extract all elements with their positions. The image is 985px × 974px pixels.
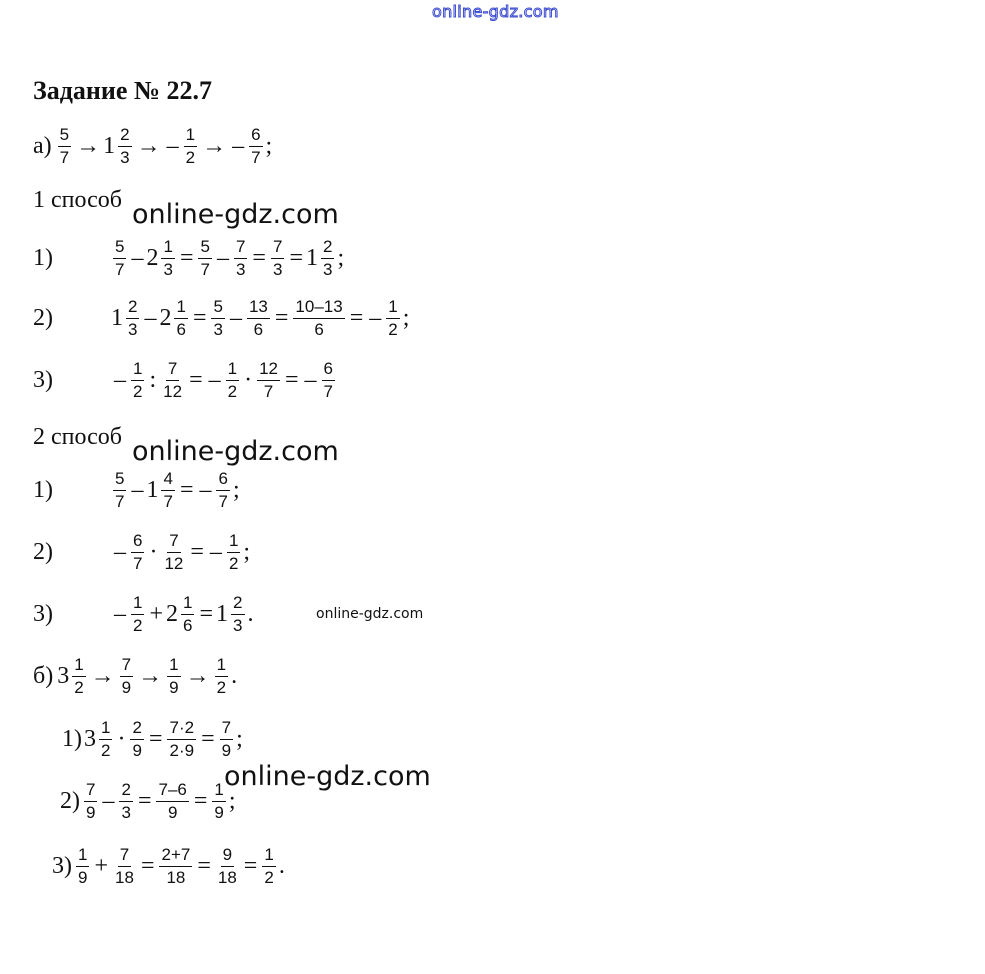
numerator: 1 [99, 719, 112, 740]
numerator: 5 [113, 470, 126, 491]
whole-part: 3 [84, 725, 96, 752]
part-b-label: б) [33, 662, 54, 689]
method-2-label: 2 способ [33, 424, 122, 450]
numerator: 6 [322, 360, 335, 381]
part-a-line [33, 126, 272, 167]
fraction [113, 470, 126, 511]
denominator: 7 [200, 259, 210, 279]
numerator: 7 [271, 238, 284, 259]
fraction [321, 238, 334, 279]
step-expression [74, 846, 285, 887]
mixed-number [146, 238, 176, 279]
operator: · [244, 366, 253, 393]
denominator: 3 [235, 259, 246, 279]
fraction [167, 656, 180, 697]
step-number: 2) [60, 787, 80, 814]
operator: = [199, 600, 214, 627]
numerator: 1 [131, 594, 144, 615]
numerator: 7–6 [156, 781, 188, 802]
method-2-step-2 [33, 532, 250, 573]
mixed-number [306, 238, 336, 279]
operator: = [137, 787, 152, 814]
operator: = – [349, 304, 382, 331]
denominator: 7 [59, 147, 70, 167]
mixed-number [57, 656, 87, 697]
fraction [184, 126, 197, 167]
part-b-step-3 [52, 846, 285, 887]
numerator: 2 [130, 719, 143, 740]
denominator: 6 [253, 319, 264, 339]
numerator: 1 [76, 846, 89, 867]
numerator: 1 [72, 656, 85, 677]
denominator: 9 [86, 802, 96, 822]
denominator: 6 [183, 615, 193, 635]
operator: – [144, 304, 157, 331]
fraction [216, 846, 239, 887]
denominator: 2 [227, 381, 238, 401]
fraction [231, 594, 244, 635]
denominator: 7 [218, 491, 228, 511]
operator: = [148, 725, 163, 752]
fraction [226, 360, 239, 401]
fraction [58, 126, 71, 167]
step-expression [111, 298, 409, 339]
numerator: 7 [166, 360, 179, 381]
fraction [257, 360, 280, 401]
mixed-number [103, 126, 133, 167]
denominator: 18 [217, 867, 237, 887]
punctuation: ; [228, 787, 236, 814]
punctuation: ; [243, 538, 251, 565]
denominator: 9 [78, 867, 88, 887]
step-expression [111, 594, 254, 635]
operator: – [114, 538, 126, 565]
operator: → [185, 662, 210, 689]
denominator: 2 [185, 147, 196, 167]
part-b-line [33, 656, 237, 697]
watermark-2: online-gdz.com [132, 436, 339, 467]
punctuation: ; [232, 476, 240, 503]
denominator: 9 [214, 802, 224, 822]
operator: = [193, 787, 208, 814]
numerator: 4 [161, 470, 174, 491]
fraction [271, 238, 284, 279]
operator: = – [285, 366, 317, 393]
numerator: 7 [234, 238, 247, 259]
denominator: 18 [166, 867, 186, 887]
operator: → – [136, 132, 179, 159]
numerator: 6 [131, 532, 144, 553]
numerator: 1 [131, 360, 144, 381]
denominator: 7 [133, 553, 143, 573]
fraction [72, 656, 85, 697]
numerator: 1 [262, 846, 275, 867]
operator: + [149, 600, 164, 627]
denominator: 2 [101, 740, 111, 760]
step-expression [82, 781, 236, 822]
fraction [198, 238, 211, 279]
fraction [181, 594, 194, 635]
punctuation: ; [236, 725, 243, 752]
denominator: 9 [167, 802, 178, 822]
denominator: 2·9 [169, 740, 195, 760]
fraction [76, 846, 89, 887]
numerator: 1 [167, 656, 180, 677]
operator: = – [189, 366, 221, 393]
operator: · [149, 538, 158, 565]
punctuation: ; [265, 132, 273, 159]
operator: = [197, 852, 211, 879]
numerator: 1 [386, 298, 399, 319]
whole-part: 2 [159, 304, 172, 331]
numerator: 5 [58, 126, 71, 147]
operator: → – [202, 132, 245, 159]
numerator: 5 [211, 298, 224, 319]
fraction [262, 846, 275, 887]
numerator: 1 [212, 781, 225, 802]
denominator: 3 [121, 802, 131, 822]
numerator: 5 [198, 238, 211, 259]
fraction [211, 298, 224, 339]
numerator: 10–13 [293, 298, 344, 319]
whole-part: 2 [166, 600, 179, 627]
operator: → [138, 662, 163, 689]
denominator: 3 [128, 319, 138, 339]
numerator: 1 [161, 238, 174, 259]
fraction [126, 298, 139, 339]
punctuation: . [231, 662, 238, 689]
numerator: 7·2 [167, 719, 196, 740]
task-title: Задание № 22.7 [33, 76, 213, 105]
numerator: 7 [167, 532, 180, 553]
denominator: 3 [233, 615, 243, 635]
mixed-number [159, 298, 189, 339]
operator: – [131, 244, 144, 271]
whole-part: 1 [111, 304, 123, 331]
fraction [227, 532, 240, 573]
denominator: 6 [314, 319, 324, 339]
operator: : [149, 366, 157, 393]
fraction [161, 238, 174, 279]
fraction [215, 656, 228, 697]
operator: – [229, 304, 242, 331]
operator: → [76, 132, 101, 159]
fraction [247, 298, 270, 339]
fraction [113, 238, 126, 279]
fraction [120, 656, 133, 697]
punctuation: . [247, 600, 254, 627]
step-expression [84, 719, 243, 760]
numerator: 1 [174, 298, 187, 319]
numerator: 6 [249, 126, 262, 147]
operator: = [140, 852, 155, 879]
denominator: 2 [228, 553, 239, 573]
denominator: 7 [115, 491, 125, 511]
method-1-label: 1 способ [33, 187, 122, 213]
watermark-3: online-gdz.com [316, 606, 424, 622]
fraction [131, 594, 144, 635]
fraction [131, 360, 144, 401]
numerator: 2 [321, 238, 334, 259]
numerator: 7 [118, 846, 131, 867]
fraction [167, 719, 196, 760]
operator: = [289, 244, 303, 271]
numerator: 7 [120, 656, 133, 677]
numerator: 1 [215, 656, 228, 677]
denominator: 18 [115, 867, 134, 887]
whole-part: 1 [103, 132, 116, 159]
numerator: 6 [216, 470, 229, 491]
denominator: 2 [133, 381, 143, 401]
step-expression [111, 470, 240, 511]
part-a-chain [56, 126, 273, 167]
fraction [159, 846, 192, 887]
whole-part: 3 [57, 662, 70, 689]
punctuation: . [278, 852, 285, 879]
step-expression [111, 360, 337, 401]
fraction [293, 298, 344, 339]
method-1-step-2 [33, 298, 409, 339]
fraction [216, 470, 229, 511]
denominator: 12 [163, 381, 183, 401]
step-number: 2) [33, 538, 53, 565]
denominator: 2 [133, 615, 143, 635]
numerator: 1 [181, 594, 194, 615]
fraction [249, 126, 262, 167]
operator: + [94, 852, 109, 879]
step-expression [111, 238, 344, 279]
fraction [386, 298, 399, 339]
fraction [84, 781, 97, 822]
operator: – [102, 787, 115, 814]
denominator: 7 [263, 381, 274, 401]
fraction [322, 360, 335, 401]
numerator: 1 [226, 360, 239, 381]
step-number: 3) [52, 852, 72, 879]
step-number: 1) [33, 244, 53, 271]
denominator: 3 [120, 147, 130, 167]
fraction [212, 781, 225, 822]
denominator: 7 [251, 147, 261, 167]
operator: = [243, 852, 258, 879]
fraction [119, 781, 132, 822]
denominator: 2 [74, 677, 84, 697]
watermark-4: online-gdz.com [224, 761, 431, 792]
numerator: 2 [231, 594, 244, 615]
fraction [161, 360, 184, 401]
denominator: 7 [163, 491, 173, 511]
watermark-1: online-gdz.com [132, 199, 339, 230]
part-b-step-1 [62, 719, 243, 760]
watermark-top[interactable]: online-gdz.com [432, 2, 559, 21]
fraction [113, 846, 136, 887]
denominator: 9 [169, 677, 179, 697]
fraction [118, 126, 131, 167]
operator: = – [179, 476, 212, 503]
whole-part: 1 [146, 476, 159, 503]
method-2-step-1 [33, 470, 240, 511]
numerator: 7 [84, 781, 97, 802]
mixed-number [146, 470, 176, 511]
numerator: 2 [118, 126, 131, 147]
step-number: 1) [33, 476, 53, 503]
part-a-label: а) [33, 132, 52, 159]
fraction [162, 532, 185, 573]
operator: – [131, 476, 144, 503]
denominator: 3 [213, 319, 223, 339]
numerator: 5 [113, 238, 126, 259]
whole-part: 2 [146, 244, 159, 271]
numerator: 1 [227, 532, 240, 553]
operator: = [274, 304, 289, 331]
step-expression [111, 532, 250, 573]
operator: = [252, 244, 266, 271]
operator: – [114, 366, 126, 393]
method-1-step-1 [33, 238, 344, 279]
mixed-number [111, 298, 141, 339]
mixed-number [166, 594, 196, 635]
punctuation: ; [402, 304, 410, 331]
operator: – [114, 600, 126, 627]
numerator: 13 [247, 298, 270, 319]
operator: = – [190, 538, 222, 565]
denominator: 7 [323, 381, 334, 401]
numerator: 1 [184, 126, 197, 147]
denominator: 7 [115, 259, 125, 279]
numerator: 2 [126, 298, 139, 319]
step-number: 3) [33, 366, 53, 393]
step-number: 3) [33, 600, 53, 627]
method-2-step-3 [33, 594, 254, 635]
denominator: 3 [322, 259, 333, 279]
fraction [234, 238, 247, 279]
step-number: 1) [62, 725, 82, 752]
numerator: 7 [220, 719, 233, 740]
numerator: 12 [257, 360, 280, 381]
fraction [130, 719, 143, 760]
fraction [156, 781, 188, 822]
numerator: 2+7 [159, 846, 192, 867]
fraction [174, 298, 187, 339]
punctuation: ; [337, 244, 345, 271]
operator: = [192, 304, 207, 331]
denominator: 9 [132, 740, 142, 760]
denominator: 3 [272, 259, 283, 279]
denominator: 9 [221, 740, 232, 760]
denominator: 6 [176, 319, 186, 339]
whole-part: 1 [216, 600, 229, 627]
denominator: 2 [388, 319, 398, 339]
denominator: 2 [216, 677, 227, 697]
denominator: 12 [164, 553, 184, 573]
part-b-step-2 [60, 781, 236, 822]
numerator: 2 [119, 781, 132, 802]
denominator: 9 [121, 677, 132, 697]
mixed-number [216, 594, 246, 635]
part-b-chain [57, 656, 237, 697]
mixed-number [84, 719, 114, 760]
fraction [161, 470, 174, 511]
operator: · [117, 725, 126, 752]
operator: = [179, 244, 194, 271]
denominator: 2 [264, 867, 274, 887]
operator: – [216, 244, 229, 271]
fraction [220, 719, 233, 760]
numerator: 9 [221, 846, 234, 867]
operator: = [201, 725, 215, 752]
method-1-step-3 [33, 360, 337, 401]
fraction [131, 532, 144, 573]
fraction [99, 719, 112, 760]
whole-part: 1 [305, 244, 318, 271]
denominator: 3 [163, 259, 173, 279]
operator: → [90, 662, 115, 689]
step-number: 2) [33, 304, 53, 331]
